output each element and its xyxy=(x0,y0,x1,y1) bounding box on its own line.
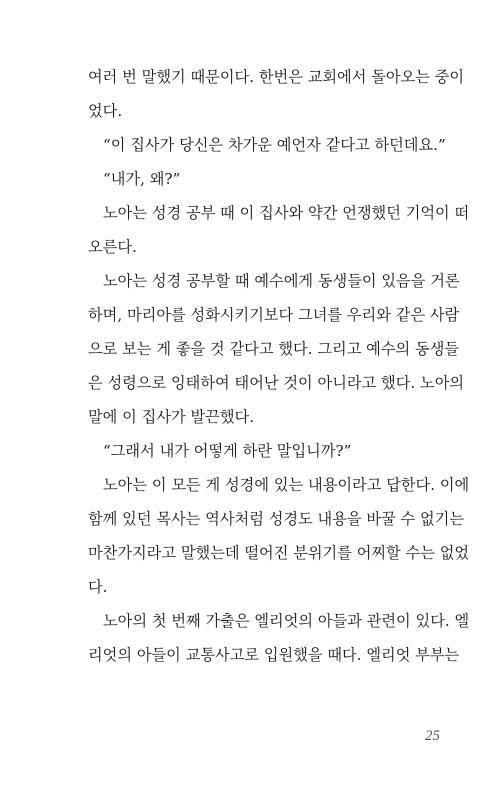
text-line: “이 집사가 당신은 차가운 예언자 같다고 하던데요.” xyxy=(103,136,446,154)
text-line: 함께 있던 목사는 역사처럼 성경도 내용을 바꿀 수 없기는 xyxy=(88,510,465,528)
text-line: 하며, 마리아를 성화시키기보다 그녀를 우리와 같은 사람 xyxy=(88,306,460,324)
text-line: 노아는 성경 공부 때 이 집사와 약간 언쟁했던 기억이 떠 xyxy=(103,204,470,222)
text-line: 노아는 이 모든 게 성경에 있는 내용이라고 답한다. 이에 xyxy=(103,476,470,494)
text-line: 다. xyxy=(88,578,108,596)
text-line: 말에 이 집사가 발끈했다. xyxy=(88,408,255,426)
text-line: 노아의 첫 번째 가출은 엘리엇의 아들과 관련이 있다. 엘 xyxy=(103,612,470,630)
page-body xyxy=(88,60,470,672)
text-line: 오른다. xyxy=(88,238,137,256)
text-line: 리엇의 아들이 교통사고로 입원했을 때다. 엘리엇 부부는 xyxy=(88,646,460,664)
text-line: “내가, 왜?” xyxy=(103,170,181,188)
text-line: “그래서 내가 어떻게 하란 말입니까?” xyxy=(103,442,352,460)
text-line: 은 성령으로 잉태하여 태어난 것이 아니라고 했다. 노아의 xyxy=(88,374,465,392)
text-line: 으로 보는 게 좋을 것 같다고 했다. 그리고 예수의 동생들 xyxy=(88,340,460,358)
text-line: 었다. xyxy=(88,102,123,120)
text-line: 노아는 성경 공부할 때 예수에게 동생들이 있음을 거론 xyxy=(103,272,460,290)
page-number: 25 xyxy=(425,728,440,744)
text-line: 마찬가지라고 말했는데 떨어진 분위기를 어찌할 수는 없었 xyxy=(88,544,470,562)
text-line: 여러 번 말했기 때문이다. 한번은 교회에서 돌아오는 중이 xyxy=(88,68,465,86)
